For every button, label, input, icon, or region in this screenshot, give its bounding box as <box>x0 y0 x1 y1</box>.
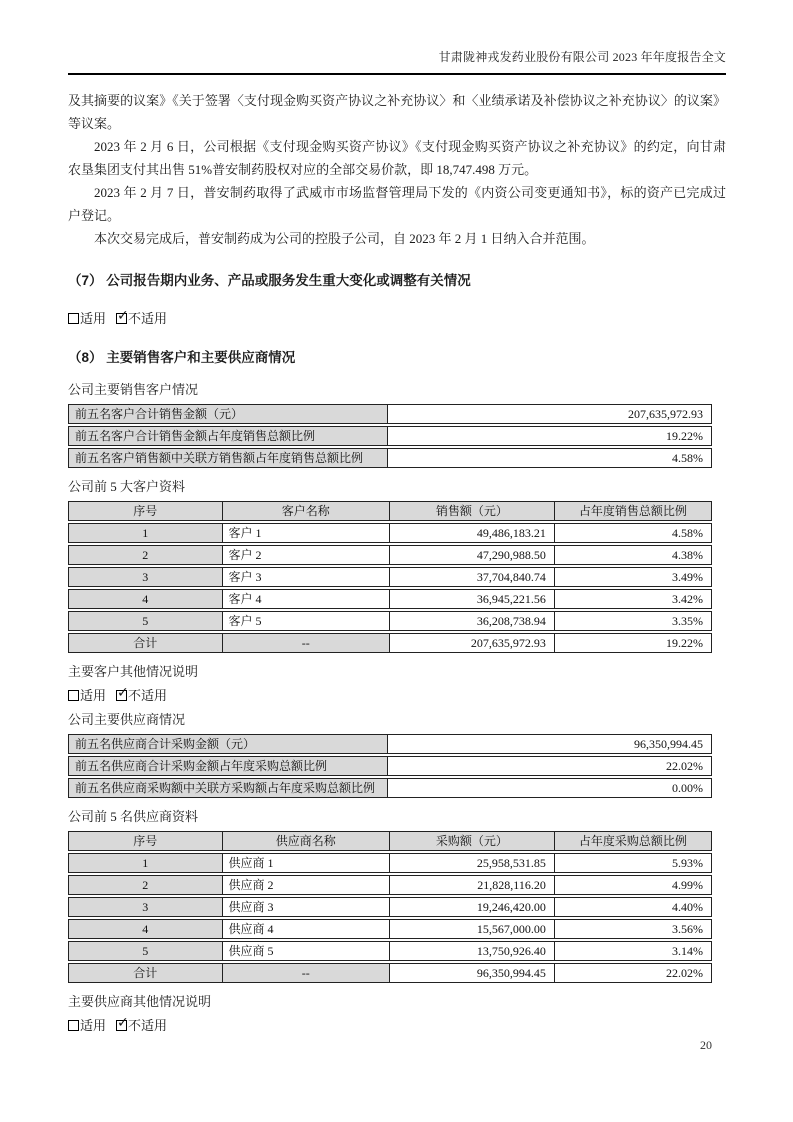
table-row <box>68 611 712 631</box>
summary-label-cell: 前五名供应商采购额中关联方采购额占年度采购总额比例 <box>68 778 388 798</box>
section-7-heading: （7） 公司报告期内业务、产品或服务发生重大变化或调整有关情况 <box>68 273 471 288</box>
cell-sales-amount: 47,290,988.50 <box>390 545 555 565</box>
cell-supplier-name: 供应商 4 <box>223 919 390 939</box>
table-row <box>68 875 712 895</box>
applicability-line-3 <box>68 1017 726 1034</box>
cell-index: 1 <box>68 853 223 873</box>
section-8-heading: （8） 主要销售客户和主要供应商情况 <box>68 350 296 365</box>
table-row <box>68 426 712 446</box>
cell-total-name: -- <box>223 633 390 653</box>
cell-sales-ratio: 3.42% <box>555 589 712 609</box>
customers-other-note-label: 主要客户其他情况说明 <box>68 664 199 679</box>
checkbox-unchecked-icon <box>68 1020 79 1031</box>
applicable-label: 适用 <box>80 311 107 326</box>
applicable-label: 适用 <box>80 1018 107 1033</box>
cell-customer-name: 客户 1 <box>223 523 390 543</box>
checkbox-checked-icon: ✓ <box>117 308 129 324</box>
cell-index: 1 <box>68 523 223 543</box>
table-row <box>68 448 712 468</box>
table-row <box>68 941 712 961</box>
summary-label-cell: 前五名客户合计销售金额占年度销售总额比例 <box>68 426 388 446</box>
supplier-detail-table <box>68 829 712 985</box>
header-sales-ratio: 占年度销售总额比例 <box>555 501 712 521</box>
cell-purchase-amount: 15,567,000.00 <box>390 919 555 939</box>
customer-detail-table <box>68 499 712 655</box>
table-row <box>68 404 712 424</box>
summary-value-cell: 22.02% <box>388 756 712 776</box>
cell-index: 3 <box>68 567 223 587</box>
cell-index: 4 <box>68 919 223 939</box>
cell-sales-amount: 49,486,183.21 <box>390 523 555 543</box>
cell-purchase-ratio: 4.40% <box>555 897 712 917</box>
applicability-line-2 <box>68 687 726 704</box>
cell-purchase-amount: 21,828,116.20 <box>390 875 555 895</box>
header-supplier-name: 供应商名称 <box>223 831 390 851</box>
not-applicable-label: 不适用 <box>128 311 168 326</box>
suppliers-overview-label: 公司主要供应商情况 <box>68 712 186 727</box>
paragraph-resolution: 及其摘要的议案》《关于签署〈支付现金购买资产协议之补充协议〉和〈业绩承诺及补偿协议之补充协议〉的议案》等议案。 <box>68 93 726 131</box>
not-applicable-label: 不适用 <box>128 688 168 703</box>
table-row <box>68 589 712 609</box>
not-applicable-label: 不适用 <box>128 1018 168 1033</box>
cell-customer-name: 客户 5 <box>223 611 390 631</box>
cell-sales-amount: 36,945,221.56 <box>390 589 555 609</box>
cell-total-amount: 96,350,994.45 <box>390 963 555 983</box>
table-row <box>68 853 712 873</box>
table-row <box>68 756 712 776</box>
cell-index: 4 <box>68 589 223 609</box>
table-row <box>68 523 712 543</box>
header-sales-amount: 销售额（元） <box>390 501 555 521</box>
cell-purchase-amount: 13,750,926.40 <box>390 941 555 961</box>
page-number: 20 <box>700 1038 712 1052</box>
summary-value-cell: 4.58% <box>388 448 712 468</box>
paragraph-registration: 2023 年 2 月 7 日，普安制药取得了武威市市场监督管理局下发的《内资公司变更通知书》，标的资产已完成过户登记。 <box>68 185 726 223</box>
header-purchase-amount: 采购额（元） <box>390 831 555 851</box>
cell-customer-name: 客户 3 <box>223 567 390 587</box>
cell-sales-amount: 36,208,738.94 <box>390 611 555 631</box>
table-row <box>68 734 712 754</box>
cell-index: 2 <box>68 545 223 565</box>
summary-label-cell: 前五名客户合计销售金额（元） <box>68 404 388 424</box>
cell-sales-ratio: 3.49% <box>555 567 712 587</box>
checkbox-unchecked-icon <box>68 690 79 701</box>
checkbox-checked-icon: ✓ <box>117 1015 129 1031</box>
summary-label-cell: 前五名供应商合计采购金额（元） <box>68 734 388 754</box>
cell-sales-ratio: 4.58% <box>555 523 712 543</box>
cell-sales-ratio: 3.35% <box>555 611 712 631</box>
cell-customer-name: 客户 2 <box>223 545 390 565</box>
table-header-row <box>68 831 712 851</box>
summary-label-cell: 前五名供应商合计采购金额占年度采购总额比例 <box>68 756 388 776</box>
applicability-line-1 <box>68 310 726 327</box>
cell-supplier-name: 供应商 2 <box>223 875 390 895</box>
paragraph-consolidation: 本次交易完成后，普安制药成为公司的控股子公司，自 2023 年 2 月 1 日纳入合并范围。 <box>94 231 595 246</box>
cell-supplier-name: 供应商 5 <box>223 941 390 961</box>
summary-value-cell: 96,350,994.45 <box>388 734 712 754</box>
table-row <box>68 545 712 565</box>
customers-overview-label: 公司主要销售客户情况 <box>68 382 199 397</box>
cell-sales-amount: 37,704,840.74 <box>390 567 555 587</box>
cell-total-label: 合计 <box>68 633 223 653</box>
header-index: 序号 <box>68 501 223 521</box>
cell-purchase-ratio: 4.99% <box>555 875 712 895</box>
cell-total-label: 合计 <box>68 963 223 983</box>
checkbox-unchecked-icon <box>68 313 79 324</box>
table-total-row <box>68 963 712 983</box>
cell-total-name: -- <box>223 963 390 983</box>
cell-supplier-name: 供应商 1 <box>223 853 390 873</box>
applicable-label: 适用 <box>80 688 107 703</box>
cell-purchase-amount: 25,958,531.85 <box>390 853 555 873</box>
table-row <box>68 778 712 798</box>
summary-value-cell: 0.00% <box>388 778 712 798</box>
top5-customers-label: 公司前 5 大客户资料 <box>68 479 186 494</box>
top5-suppliers-label: 公司前 5 名供应商资料 <box>68 809 199 824</box>
header-index: 序号 <box>68 831 223 851</box>
page-header-title: 甘肃陇神戎发药业股份有限公司 2023 年年度报告全文 <box>68 48 726 75</box>
summary-value-cell: 19.22% <box>388 426 712 446</box>
cell-index: 3 <box>68 897 223 917</box>
supplier-summary-table <box>68 732 712 800</box>
paragraph-payment: 2023 年 2 月 6 日，公司根据《支付现金购买资产协议》《支付现金购买资产协议之补充协议》的约定，向甘肃农垦集团支付其出售 51%普安制药股权对应的全部交易价款，即 18,747.498 万元。 <box>68 139 726 177</box>
cell-sales-ratio: 4.38% <box>555 545 712 565</box>
cell-total-ratio: 22.02% <box>555 963 712 983</box>
cell-index: 5 <box>68 941 223 961</box>
table-row <box>68 919 712 939</box>
cell-total-amount: 207,635,972.93 <box>390 633 555 653</box>
summary-label-cell: 前五名客户销售额中关联方销售额占年度销售总额比例 <box>68 448 388 468</box>
summary-value-cell: 207,635,972.93 <box>388 404 712 424</box>
cell-purchase-ratio: 3.56% <box>555 919 712 939</box>
cell-index: 2 <box>68 875 223 895</box>
cell-supplier-name: 供应商 3 <box>223 897 390 917</box>
cell-customer-name: 客户 4 <box>223 589 390 609</box>
cell-purchase-ratio: 3.14% <box>555 941 712 961</box>
suppliers-other-note-label: 主要供应商其他情况说明 <box>68 994 212 1009</box>
checkbox-checked-icon: ✓ <box>117 685 129 701</box>
table-header-row <box>68 501 712 521</box>
cell-purchase-amount: 19,246,420.00 <box>390 897 555 917</box>
header-customer-name: 客户名称 <box>223 501 390 521</box>
cell-total-ratio: 19.22% <box>555 633 712 653</box>
table-total-row <box>68 633 712 653</box>
table-row <box>68 567 712 587</box>
table-row <box>68 897 712 917</box>
cell-purchase-ratio: 5.93% <box>555 853 712 873</box>
customer-summary-table <box>68 402 712 470</box>
header-purchase-ratio: 占年度采购总额比例 <box>555 831 712 851</box>
cell-index: 5 <box>68 611 223 631</box>
